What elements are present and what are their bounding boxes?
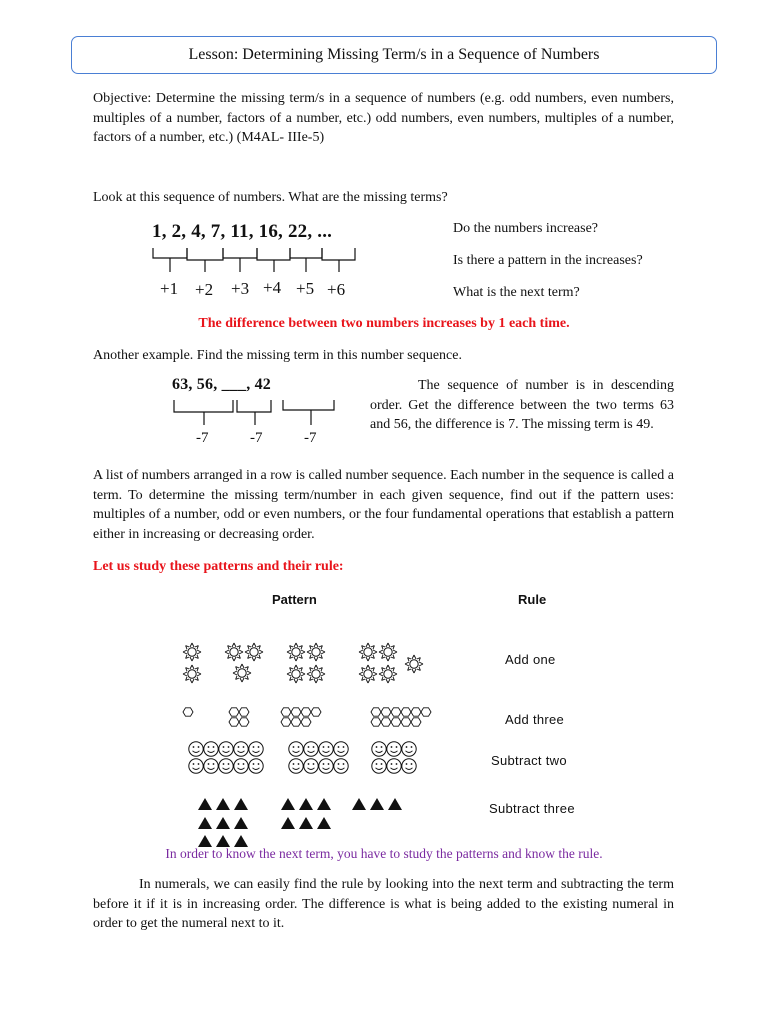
example2-diff-3: -7 bbox=[304, 430, 317, 446]
example2-brackets bbox=[171, 398, 337, 428]
example1-diff-2: +2 bbox=[195, 280, 214, 299]
question-pattern: Is there a pattern in the increases? bbox=[453, 253, 643, 268]
closing-paragraph: In numerals, we can easily find the rule by looking into the next term and subtracting the term before it if it is in increasing order. The difference is what is being added to the existing numeral in order to get the numeral next to it. bbox=[93, 877, 674, 931]
example2-sequence: 63, 56, ___, 42 bbox=[172, 376, 271, 393]
example1-diff-3: +3 bbox=[231, 279, 250, 298]
pattern-note: In order to know the next term, you have to study the patterns and know the rule. bbox=[165, 846, 603, 861]
study-heading: Let us study these patterns and their rule: bbox=[93, 559, 344, 574]
example1-brackets bbox=[150, 246, 360, 276]
triangle-icon bbox=[198, 798, 402, 847]
rule-add-three: Add three bbox=[505, 712, 565, 727]
definition-paragraph: A list of numbers arranged in a row is called number sequence. Each number in the sequence is called a term. To determine the missing term/number in each given sequence, find out if the pattern uses: multiples of a number, odd or even numbers, or the four fundamental operations that establish a pattern either in increasing or decreasing order. bbox=[93, 468, 674, 542]
pattern-column-header: Pattern bbox=[272, 592, 317, 607]
example1-diff-5: +5 bbox=[296, 279, 315, 298]
hexagon-icon bbox=[183, 708, 431, 726]
example1-sequence: 1, 2, 4, 7, 11, 16, 22, ... bbox=[152, 221, 333, 242]
example1-conclusion: The difference between two numbers increases by 1 each time. bbox=[198, 316, 570, 331]
pattern-row-hexagons bbox=[180, 704, 440, 730]
example2-explanation: The sequence of number is in descending order. Get the difference between the two terms 63 and 56, the difference is 7. The missing term is 49. bbox=[370, 378, 674, 432]
example1-prompt: Look at this sequence of numbers. What are the missing terms? bbox=[93, 190, 448, 205]
question-increase: Do the numbers increase? bbox=[453, 221, 598, 236]
objective-paragraph: Objective: Determine the missing term/s in a sequence of numbers (e.g. odd numbers, even numbers, multiples of a number, factors of a number, etc.) odd numbers, even numbers, multiples of a number, factors of a number, etc.) (M4AL- IIIe-5) bbox=[93, 91, 674, 145]
pattern-row-suns bbox=[178, 640, 428, 688]
example1-diff-1: +1 bbox=[160, 279, 179, 298]
rule-column-header: Rule bbox=[518, 592, 547, 607]
rule-subtract-three: Subtract three bbox=[489, 801, 575, 816]
sun-icon bbox=[183, 643, 423, 683]
example2-prompt: Another example. Find the missing term in this number sequence. bbox=[93, 348, 462, 363]
lesson-title: Lesson: Determining Missing Term/s in a Sequence of Numbers bbox=[188, 46, 600, 63]
example1-diff-6: +6 bbox=[327, 280, 346, 299]
pattern-row-smileys bbox=[186, 740, 426, 776]
rule-add-one: Add one bbox=[505, 652, 556, 667]
question-next-term: What is the next term? bbox=[453, 285, 580, 300]
smiley-icon bbox=[189, 742, 416, 773]
lesson-title-box bbox=[71, 36, 717, 74]
example2-diff-1: -7 bbox=[196, 430, 209, 446]
example1-diff-4: +4 bbox=[263, 278, 282, 297]
rule-subtract-two: Subtract two bbox=[491, 753, 567, 768]
pattern-row-triangles bbox=[196, 796, 406, 848]
example2-diff-2: -7 bbox=[250, 430, 263, 446]
